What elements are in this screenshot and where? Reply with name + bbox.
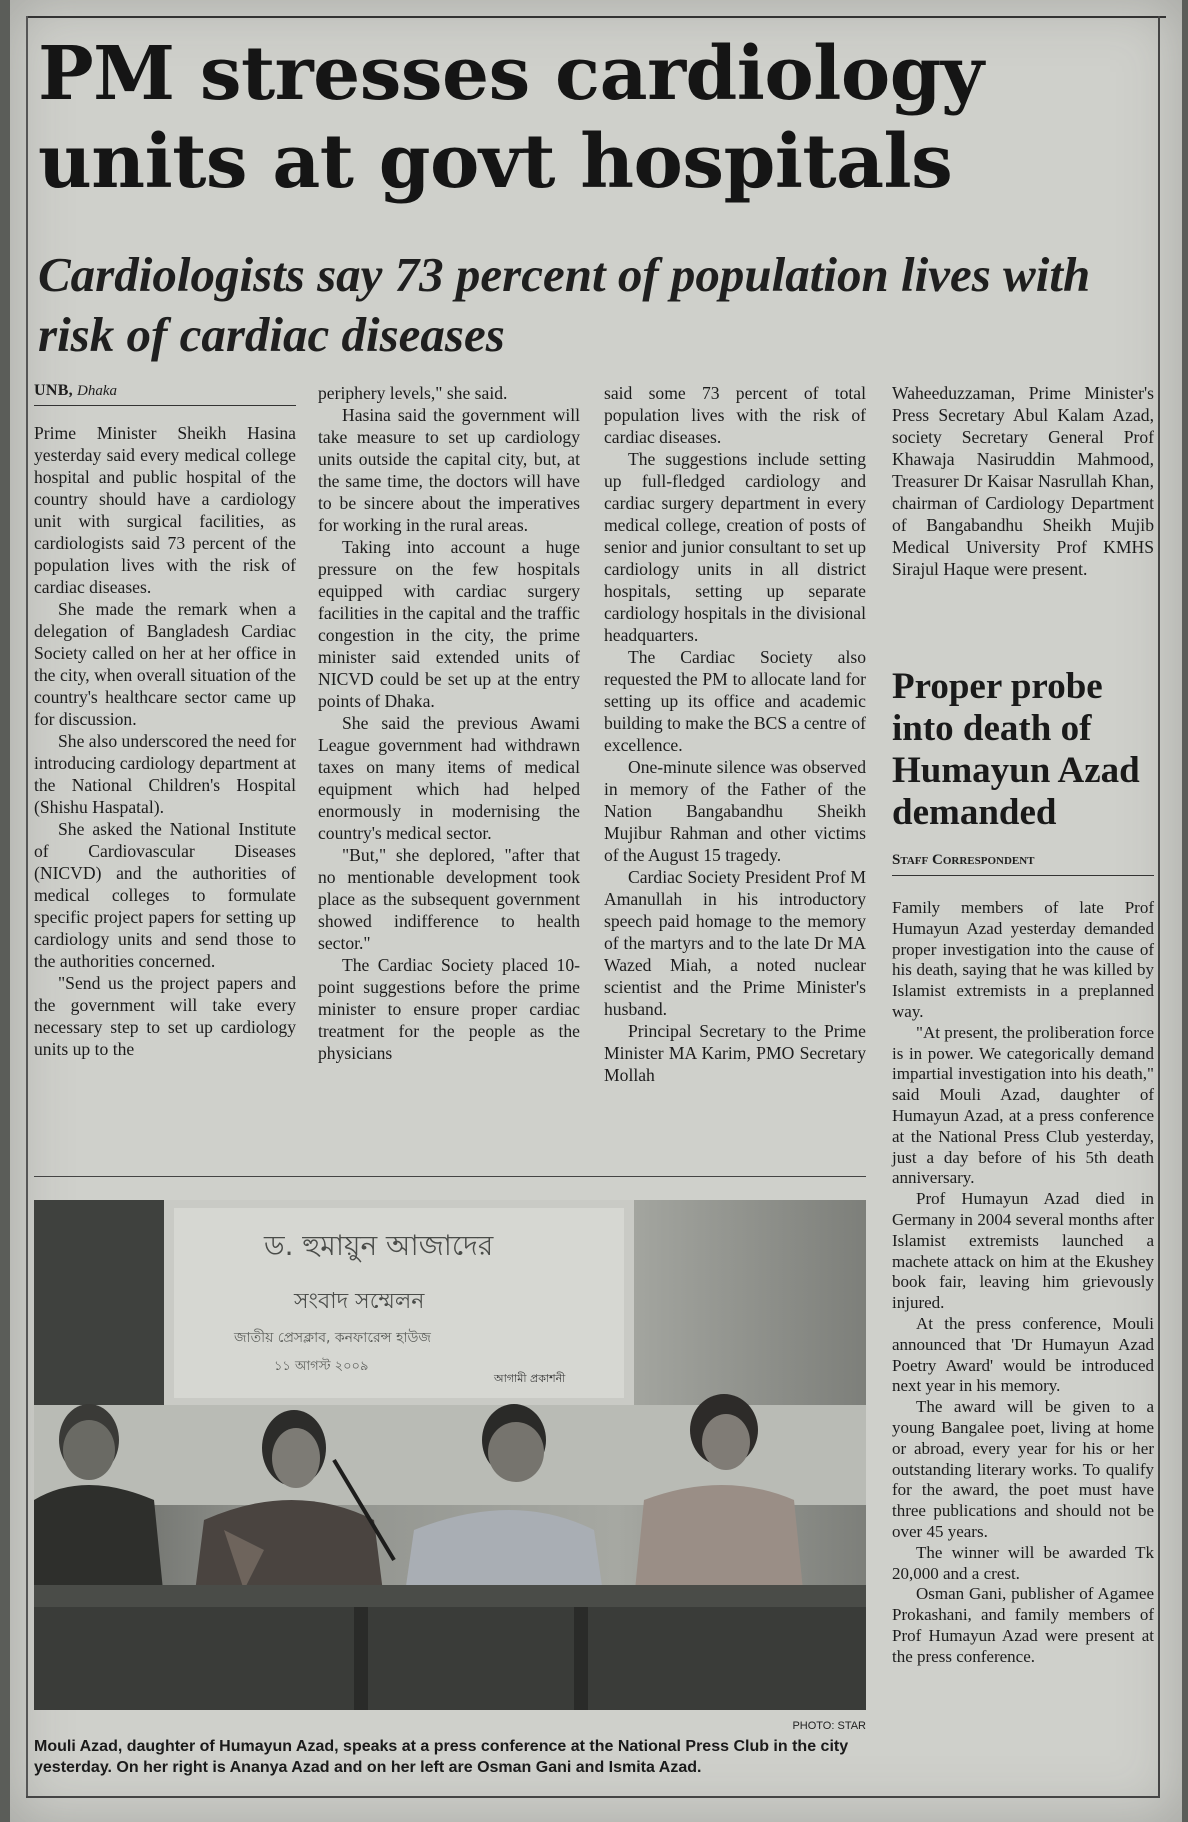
conference-banner [164, 1200, 634, 1405]
col4-paragraph: Waheeduzzaman, Prime Minister's Press Secretary Abul Kalam Azad, society Secretary General Prof Khawaja Nasiruddin Mahmood, Treasurer Dr Kaisar Nasrullah Khan, chairman of Cardiology Department of Bangabandhu Sheikh Mujib Medical University Prof KMHS Sirajul Haque were present. [892, 383, 1154, 579]
top-border-rule [26, 16, 1166, 18]
col3-paragraph: The Cardiac Society also requested the PM to allocate land for setting up its office and academic building to make the BCS a centre of excellence. [604, 647, 866, 755]
photo-top-rule [34, 1176, 866, 1177]
bottom-border-rule [26, 1796, 1160, 1798]
banner-line: ১১ আগস্ট ২০০৯ [274, 1359, 369, 1374]
side-article-body [892, 898, 1154, 1667]
conference-table-edge [34, 1585, 866, 1607]
col2-paragraph: The Cardiac Society placed 10-point suggestions before the prime minister to ensure proper cardiac treatment for the people as the physicians [318, 955, 580, 1063]
article-byline [34, 382, 296, 406]
col1-paragraph: She also underscored the need for introducing cardiology department at the National Children's Hospital (Shishu Haspatal). [34, 731, 296, 817]
article-column-3 [604, 382, 866, 1086]
article-subhead: Cardiologists say 73 percent of population lives with risk of cardiac diseases [38, 247, 1091, 362]
col2-paragraph: periphery levels," she said. [318, 383, 508, 403]
article-headline: PM stresses cardiology units at govt hospitals [38, 31, 984, 205]
right-border-rule [1158, 16, 1160, 1796]
article-column-2 [318, 382, 580, 1064]
col3-paragraph: The suggestions include setting up full-fledged cardiology and cardiac surgery department in every medical college, creation of posts of senior and junior consultant to set up cardiology units in all district hospitals, setting up separate cardiology hospitals in the divisional headquarters. [604, 449, 866, 645]
col3-paragraph: Cardiac Society President Prof M Amanullah in his introductory speech paid homage to the memory of the martyrs and to the late Dr MA Wazed Miah, a noted nuclear scientist and the Prime Minister's husband. [604, 867, 866, 1019]
side-paragraph: Osman Gani, publisher of Agamee Prokashani, and family members of Prof Humayun Azad were present at the press conference. [892, 1584, 1154, 1666]
col3-paragraph: One-minute silence was observed in memory of the Father of the Nation Bangabandhu Sheikh Mujibur Rahman and other victims of the August 15 tragedy. [604, 757, 866, 865]
side-paragraph: "At present, the proliberation force is in power. We categorically demand impartial investigation into his death," said Mouli Azad, daughter of Humayun Azad, at a press conference at the National Press Club yesterday, just a day before of his 5th death anniversary. [892, 1022, 1154, 1188]
banner-line: সংবাদ সম্মেলন [294, 1289, 425, 1314]
side-paragraph: The award will be given to a young Bangalee poet, living at home or abroad, every year for his or her outstanding literary works. To qualify for the award, the poet must have three publications and should not be over 45 years. [892, 1397, 1154, 1541]
col1-paragraph: Prime Minister Sheikh Hasina yesterday said every medical college hospital and public hospital of the country should have a cardiology unit with surgical facilities, as cardiologists said 73 percent of the population lives with the risk of cardiac diseases. [34, 423, 296, 597]
col2-paragraph: Taking into account a huge pressure on the few hospitals equipped with cardiac surgery facilities in the capital and the traffic congestion in the city, the prime minister said extended units of NICVD could be set up at the entry points of Dhaka. [318, 537, 580, 711]
left-border-rule [26, 16, 28, 1796]
col3-paragraph: said some 73 percent of total population lives with the risk of cardiac diseases. [604, 383, 866, 447]
byline-agency: UNB, [34, 382, 73, 399]
banner-line: ড. হুমায়ুন আজাদের [264, 1229, 494, 1262]
side-article-byline: Staff Correspondent [892, 852, 1154, 876]
banner-line: জাতীয় প্রেসক্লাব, কনফারেন্স হাউজ [234, 1330, 431, 1346]
side-paragraph: At the press conference, Mouli announced that 'Dr Humayun Azad Poetry Award' would be introduced next year in his memory. [892, 1313, 1154, 1396]
col2-paragraph: "But," she deplored, "after that no mentionable development took place as the subsequent government showed indifference to health sector." [318, 845, 580, 953]
col2-paragraph: She said the previous Awami League government had withdrawn taxes on many items of medical equipment which had helped enormously in modernising the country's medical sector. [318, 713, 580, 843]
conference-table [34, 1607, 866, 1710]
col1-paragraph: She asked the National Institute of Cardiovascular Diseases (NICVD) and the authorities of medical colleges to formulate specific project papers for setting up cardiology units and send those to the authorities concerned. [34, 819, 296, 971]
photo-caption: Mouli Azad, daughter of Humayun Azad, speaks at a press conference at the National Press Club in the city yesterday. On her right is Ananya Azad and on her left are Osman Gani and Ismita Azad. [34, 1738, 849, 1776]
byline-place: Dhaka [76, 383, 117, 399]
side-paragraph: Prof Humayun Azad died in Germany in 2004 several months after Islamist extremists launched a machete attack on him at the Ekushey book fair, leaving him grievously injured. [892, 1189, 1154, 1313]
photo-credit: PHOTO: STAR [792, 1720, 866, 1732]
side-article-headline: Proper probe into death of Humayun Azad demanded [892, 666, 1140, 833]
banner-side-logo: আগামী প্রকাশনী [494, 1372, 566, 1385]
press-conference-photo [34, 1200, 866, 1710]
side-paragraph: The winner will be awarded Tk 20,000 and a crest. [892, 1542, 1154, 1583]
col3-paragraph: Principal Secretary to the Prime Minister MA Karim, PMO Secretary Mollah [604, 1021, 866, 1085]
side-paragraph: Family members of late Prof Humayun Azad yesterday demanded proper investigation into the cause of his death, saying that he was killed by Islamist extremists in a preplanned way. [892, 898, 1154, 1021]
col2-paragraph: Hasina said the government will take measure to set up cardiology units outside the capital city, but, at the same time, the doctors will have to be sincere about the imperatives for working in the rural areas. [318, 405, 580, 535]
col1-paragraph: She made the remark when a delegation of Bangladesh Cardiac Society called on her at her office in the city, when overall situation of the country's healthcare sector came up for discussion. [34, 599, 296, 729]
col1-paragraph: "Send us the project papers and the government will take every necessary step to set up cardiology units up to the [34, 973, 296, 1059]
article-column-4 [892, 382, 1154, 580]
article-column-1 [34, 422, 296, 1060]
